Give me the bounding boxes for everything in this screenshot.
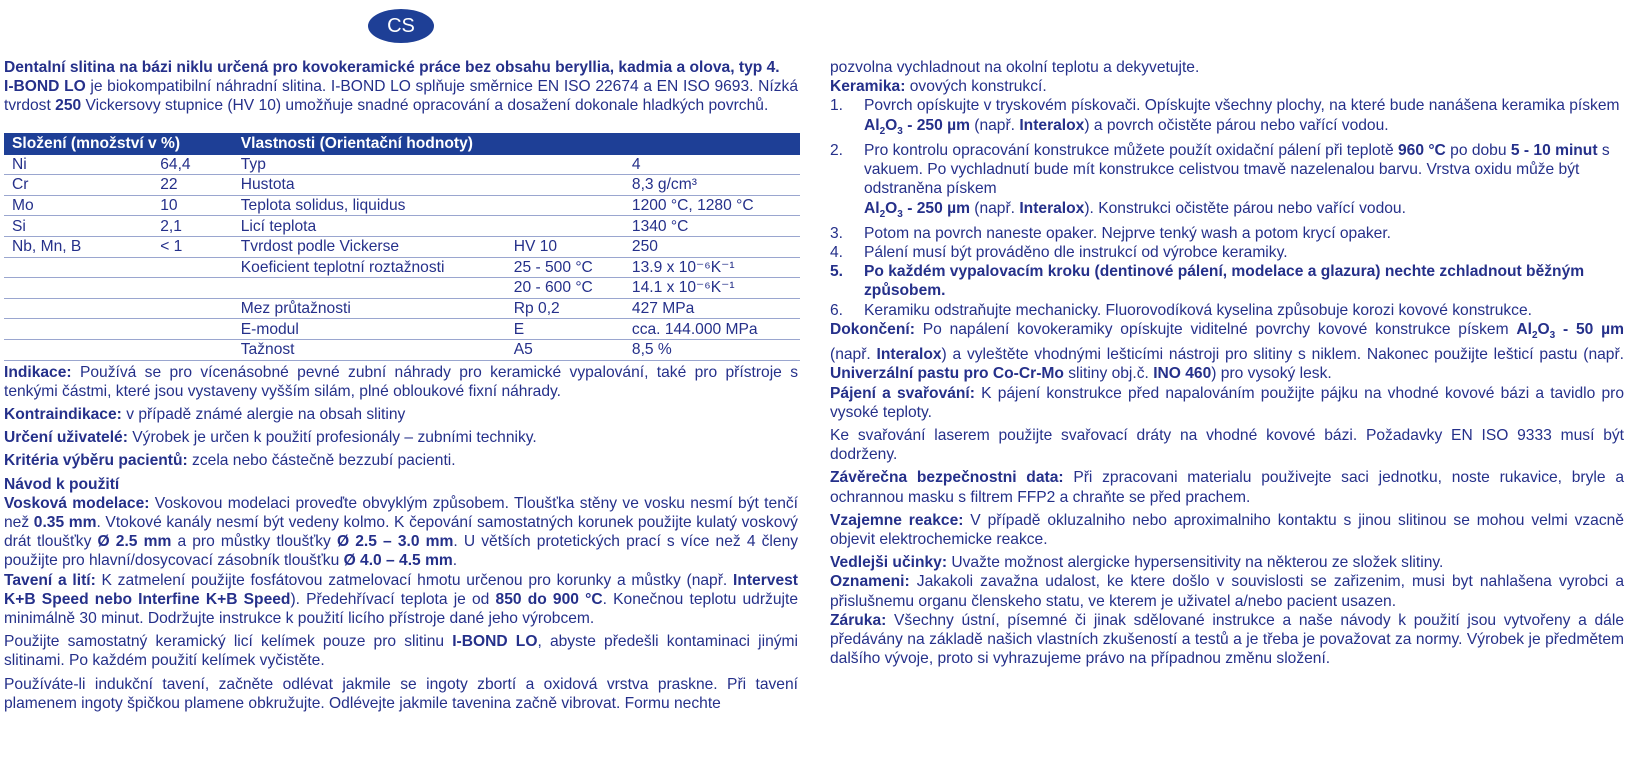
- element-cell: [4, 319, 152, 340]
- side-effects-label: Vedlejši učinky:: [830, 554, 948, 572]
- laser-welding: Ke svařování laserem použijte svařovací dráty na vhodné kovové bázi. Požadavky EN ISO 9333 musí být dodrženy.: [830, 426, 1624, 464]
- table-row: [4, 236, 800, 257]
- condition-cell: [506, 195, 624, 216]
- element-cell: Si: [4, 216, 152, 237]
- finishing: [830, 320, 1624, 384]
- element-cell: [4, 298, 152, 319]
- indications-label: Indikace:: [4, 363, 72, 381]
- crucible-text: , abyste předešli kontaminaci jinými slitinami. Po každém použití kelímek vyčistěte.: [4, 633, 798, 670]
- condition-cell: 25 - 500 °C: [506, 257, 624, 278]
- step-5: [830, 262, 1624, 300]
- instructions-title: Návod k použití: [4, 475, 120, 493]
- finishing-text: Po napálení kovokeramiky opískujte viditelné povrchy kovové konstrukce pískem: [914, 320, 1517, 338]
- composition-table: [4, 133, 800, 361]
- safety-label: Závěrečna bezpečnostni data:: [830, 469, 1064, 487]
- property-cell: Mez průtažnosti: [233, 298, 506, 319]
- percent-cell: [152, 278, 233, 299]
- patient-criteria: [4, 451, 798, 470]
- wax-text: . U větších protetických prací s více než 4 členy použijte pro hlavní/dosycovací zásobník tloušťku: [4, 533, 799, 570]
- element-cell: Ni: [4, 155, 152, 175]
- soldering-label: Pájení a svařování:: [830, 384, 975, 402]
- contraindications-label: Kontraindikace:: [4, 405, 122, 423]
- melting-casting: [4, 571, 798, 629]
- step-text: Po každém vypalovacím kroku (dentinové pálení, modelace a glazura) nechte zchladnout běžným způsobem.: [864, 263, 1585, 300]
- ceramics-label: Keramika:: [830, 78, 906, 96]
- left-column: [4, 58, 798, 713]
- step-1: [830, 96, 1624, 141]
- product-name: I-BOND LO: [4, 78, 86, 96]
- step-text: Keramiku odstraňujte mechanicky. Fluorovodíková kyselina způsobuje korozi kovové konstrukce.: [864, 301, 1532, 319]
- finishing-text: ) pro vysoký lesk.: [1211, 365, 1332, 383]
- table-row: [4, 298, 800, 319]
- percent-cell: < 1: [152, 236, 233, 257]
- element-cell: Mo: [4, 195, 152, 216]
- step-number: 6.: [830, 301, 844, 319]
- soldering-text: K pájení konstrukce před napalováním použijte pájku na vhodné kovové bázi a tavidlo pro vysoké teploty.: [830, 384, 1625, 421]
- intro-text: je biokompatibilní náhradní slitina. I-BOND LO splňuje směrnice EN ISO 22674 a EN ISO 9693. Nízká tvrdost: [4, 78, 798, 115]
- wax-text: a pro můstky tloušťky: [171, 533, 337, 551]
- melting-text: . Konečnou teplotu udržujte minimálně 30 minut. Dodržujte instrukce k použití licího přístroje dané jeho výrobcem.: [4, 590, 798, 627]
- al2o3-formula: $Al_2O_3 - 250$ µm: [864, 116, 970, 137]
- table-row: [4, 339, 800, 360]
- warranty-text: Všechny ústní, písemné či jinak sdělované instrukce a naše návody k použití jsou vytvořeny a dále předávány na základě našich vlastních zkušeností a testů a je třeba je považovat za normy. Výrobek je předmětem dalšího vývoje, proto si vyhrazujeme právo na případnou změnu složení.: [830, 611, 1624, 668]
- right-column: [830, 58, 1624, 668]
- interactions: [830, 511, 1624, 549]
- crucible-text: Použijte samostatný keramický licí kelímek pouze pro slitinu: [4, 633, 453, 651]
- finishing-text: slitiny obj.č.: [1063, 365, 1154, 383]
- side-effects: [830, 553, 1624, 572]
- continuation: pozvolna vychladnout na okolní teplotu a dekyvetujte.: [830, 59, 1200, 76]
- value-cell: 1340 °C: [624, 216, 800, 237]
- property-cell: Licí teplota: [233, 216, 506, 237]
- contraindications: [4, 405, 798, 424]
- wax-modelling: [4, 494, 798, 571]
- patient-criteria-label: Kritéria výběru pacientů:: [4, 452, 188, 470]
- indications-text: Používá se pro vícenásobné pevné zubní náhrady pro keramické vypalování, také pro přístroje s tenkými částmi, které jsou vystaveny vyšším silám, plné obloukové fixní náhrady.: [4, 363, 798, 400]
- wax-text: .: [452, 552, 458, 570]
- step-text: Pro kontrolu opracování konstrukce můžete použít oxidační pálení při teplotě: [864, 141, 1398, 159]
- safety-text: Při zpracovani materialu použivejte saci jednotku, noste rukavice, bryle a ochrannou masku s filtrem FFP2 a chraňte se před prachem.: [830, 469, 1624, 506]
- wax-bold: Ø 2.5 mm: [97, 533, 172, 551]
- percent-cell: 64,4: [152, 155, 233, 175]
- percent-cell: 22: [152, 175, 233, 196]
- value-cell: 427 MPa: [624, 298, 800, 319]
- value-cell: 13.9 x 10⁻⁶K⁻¹: [624, 257, 800, 278]
- step-4: [830, 243, 1624, 262]
- percent-cell: [152, 339, 233, 360]
- table-row: [4, 195, 800, 216]
- value-cell: 1200 °C, 1280 °C: [624, 195, 800, 216]
- indications: [4, 363, 798, 401]
- percent-cell: [152, 298, 233, 319]
- value-cell: 14.1 x 10⁻⁶K⁻¹: [624, 278, 800, 299]
- finishing-bold: Univerzální pastu pro Co-Cr-Mo: [830, 365, 1064, 383]
- step-text: ) a povrch očistěte párou nebo vařící vodou.: [1084, 116, 1389, 134]
- value-cell: cca. 144.000 MPa: [624, 319, 800, 340]
- step-text: (např.: [969, 199, 1020, 217]
- property-cell: Hustota: [233, 175, 506, 196]
- table-row: [4, 319, 800, 340]
- element-cell: [4, 339, 152, 360]
- value-cell: 250: [624, 236, 800, 257]
- al2o3-formula: $Al_2O_3 - 50$ µm: [1516, 320, 1624, 341]
- induction-note: Používáte-li indukční tavení, začněte odlévat jakmile se ingoty zbortí a oxidová vrstva praskne. Při tavení plamenem ingoty špičkou plamene obkružujte. Odlévejte jakmile tavenina začně vibrovat. Formu nechte: [4, 675, 798, 712]
- wax-bold: 0.35 mm: [33, 513, 97, 531]
- table-row: [4, 257, 800, 278]
- language-badge: CS: [368, 9, 434, 43]
- composition-header: Složení (množství v %): [4, 133, 233, 155]
- wax-text: Voskovou modelaci proveďte obvyklým způsobem. Tloušťka stěny ve vosku nesmí být tenčí než: [4, 494, 798, 531]
- notification: [830, 572, 1624, 610]
- melting-bold: Intervest K+B Speed nebo Interfine K+B Speed: [4, 571, 799, 608]
- patient-criteria-text: zcela nebo částečně bezzubí pacienti.: [187, 452, 456, 470]
- contraindications-text: v případě známé alergie na obsah slitiny: [121, 405, 406, 423]
- properties-header: Vlastnosti (Orientační hodnoty): [233, 133, 800, 155]
- melting-label: Tavení a lití:: [4, 571, 96, 589]
- table-row: [4, 155, 800, 175]
- hardness-value: 250: [55, 97, 82, 115]
- step-text: Pálení musí být prováděno dle instrukcí od výrobce keramiky.: [864, 244, 1288, 262]
- property-cell: Typ: [233, 155, 506, 175]
- finishing-bold: Interalox: [876, 346, 942, 364]
- table-row: [4, 216, 800, 237]
- ceramics-steps: [830, 96, 1624, 319]
- element-cell: [4, 257, 152, 278]
- notification-label: Oznameni:: [830, 573, 910, 591]
- finishing-bold: INO 460: [1153, 365, 1212, 383]
- percent-cell: 10: [152, 195, 233, 216]
- step-bold: Interalox: [1019, 199, 1085, 217]
- intro: [4, 58, 798, 116]
- melting-text: ). Předehřívací teplota je od: [290, 590, 496, 608]
- value-cell: 8,5 %: [624, 339, 800, 360]
- step-number: 1.: [830, 97, 844, 115]
- condition-cell: Rp 0,2: [506, 298, 624, 319]
- table-row: [4, 175, 800, 196]
- wax-label: Vosková modelace:: [4, 494, 150, 512]
- element-cell: Cr: [4, 175, 152, 196]
- wax-bold: Ø 2.5 – 3.0 mm: [336, 533, 454, 551]
- step-bold: 960 °C: [1397, 141, 1446, 159]
- melting-text: K zatmelení použijte fosfátovou zatmelovací hmotu určenou pro korunky a můstky (např.: [95, 571, 733, 589]
- finishing-text: (např.: [830, 346, 877, 364]
- property-cell: Koeficient teplotní roztažnosti: [233, 257, 506, 278]
- warranty-label: Záruka:: [830, 611, 887, 629]
- safety-data: [830, 468, 1624, 506]
- condition-cell: A5: [506, 339, 624, 360]
- step-text: Povrch opískujte v tryskovém pískovači. Opískujte všechny plochy, na které bude nanášena keramika pískem: [864, 97, 1620, 115]
- percent-cell: 2,1: [152, 216, 233, 237]
- step-number: 2.: [830, 141, 844, 159]
- crucible-bold: I-BOND LO: [452, 633, 538, 651]
- intended-users-label: Určení uživatelé:: [4, 429, 128, 447]
- melting-bold: 850 do 900 °C: [495, 590, 603, 608]
- crucible-note: [4, 632, 798, 670]
- interactions-label: Vzajemne reakce:: [830, 511, 964, 529]
- intended-users-text: Výrobek je určen k použití profesionály – zubními techniky.: [127, 429, 537, 447]
- finishing-label: Dokončení:: [830, 320, 915, 338]
- interactions-text: V případě okluzalniho nebo aproximalniho kontaktu s jinou slitinou se mohou velmi vzacně objevit elektrochemicke reakce.: [830, 511, 1624, 548]
- step-text: (např.: [969, 116, 1020, 134]
- notification-text: Jakakoli zavažna udalost, ke ktere došlo v souvislosti se zařizenim, musi byt nahlašena vyrobci a přislušnemu organu členskeho statu, ve kterem je uživatel a/nebo pacient usazen.: [830, 573, 1624, 610]
- condition-cell: HV 10: [506, 236, 624, 257]
- condition-cell: E: [506, 319, 624, 340]
- value-cell: 8,3 g/cm³: [624, 175, 800, 196]
- finishing-text: ) a vyleštěte vhodnými lešticími nástroji pro slitiny s niklem. Nakonec použijte lešticí pastu (např.: [941, 346, 1624, 364]
- intro-text-2: Vickersovy stupnice (HV 10) umožňuje snadné opracování a dosažení dokonale hladkých povrchů.: [81, 97, 769, 115]
- step-number: 3.: [830, 224, 844, 242]
- condition-cell: [506, 175, 624, 196]
- property-cell: Teplota solidus, liquidus: [233, 195, 506, 216]
- instructions-heading: [4, 475, 798, 494]
- step-number: 5.: [830, 263, 844, 281]
- side-effects-text: Uvažte možnost alergicke hypersensitivity na některou ze složek slitiny.: [947, 554, 1444, 572]
- percent-cell: [152, 319, 233, 340]
- property-cell: Tažnost: [233, 339, 506, 360]
- condition-cell: 20 - 600 °C: [506, 278, 624, 299]
- warranty: [830, 611, 1624, 669]
- step-3: [830, 224, 1624, 243]
- element-cell: Nb, Mn, B: [4, 236, 152, 257]
- property-cell: [233, 278, 506, 299]
- wax-bold: Ø 4.0 – 4.5 mm: [343, 552, 453, 570]
- percent-cell: [152, 257, 233, 278]
- property-cell: Tvrdost podle Vickerse: [233, 236, 506, 257]
- condition-cell: [506, 216, 624, 237]
- step-6: [830, 301, 1624, 320]
- step-2: [830, 141, 1624, 224]
- table-row: [4, 278, 800, 299]
- step-text: po dobu: [1445, 141, 1511, 159]
- step-text: ). Konstrukci očistěte párou nebo vařící vodou.: [1084, 199, 1406, 217]
- wax-text: . Vtokové kanály nesmí být vedeny kolmo. K čepování samostatných korunek použijte kulatý voskový drát tloušťky: [4, 513, 798, 551]
- step-bold: 5 - 10 minut: [1510, 141, 1598, 159]
- al2o3-formula: $Al_2O_3 - 250$ µm: [864, 199, 970, 220]
- ceramics-text: ovových konstrukcí.: [905, 78, 1047, 96]
- step-number: 4.: [830, 244, 844, 262]
- step-text: Potom na povrch naneste opaker. Nejprve tenký wash a potom krycí opaker.: [864, 224, 1392, 242]
- ceramics: [830, 77, 1624, 96]
- element-cell: [4, 278, 152, 299]
- step-bold: Interalox: [1019, 116, 1085, 134]
- intended-users: [4, 428, 798, 447]
- condition-cell: [506, 155, 624, 175]
- step-text: s vakuem. Po vychladnutí bude mít konstrukce celistvou tmavě nazelenalou barvu. Vrstva oxidu může být odstraněna pískem: [864, 141, 1610, 198]
- soldering: [830, 384, 1624, 422]
- property-cell: E-modul: [233, 319, 506, 340]
- intro-title: Dentalní slitina na bázi niklu určená pro kovokeramické práce bez obsahu beryllia, kadmia a olova, typ 4.: [4, 59, 780, 76]
- value-cell: 4: [624, 155, 800, 175]
